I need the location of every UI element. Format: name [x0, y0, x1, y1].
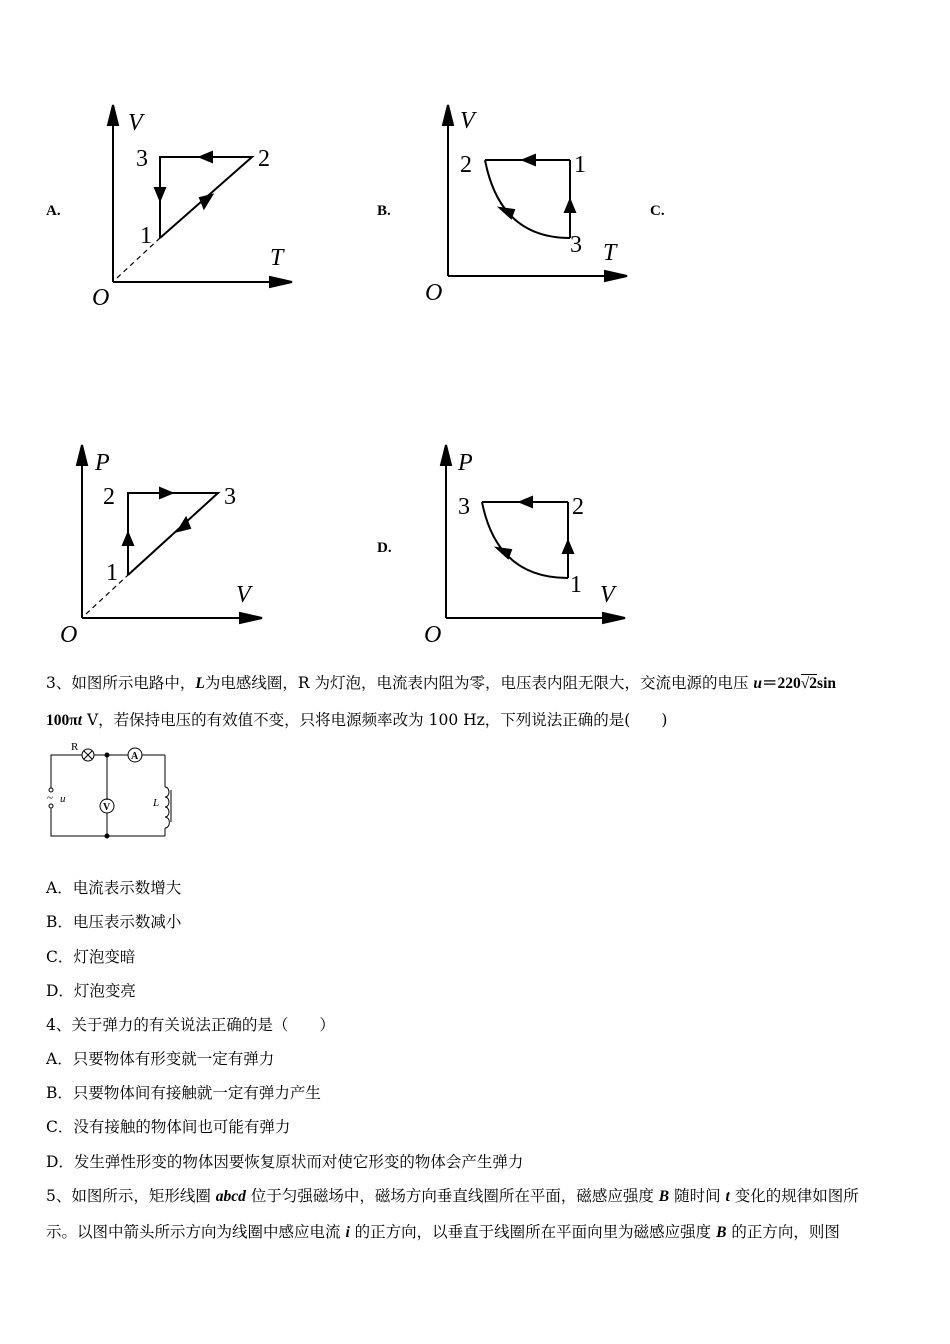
q4-option-a[interactable]: A．只要物体有形变就一定有弹力 — [46, 1050, 275, 1068]
resistor-label: R — [71, 741, 79, 753]
ac-symbol: ~ — [47, 792, 53, 804]
origin-label: O — [60, 622, 78, 648]
q3-option-c[interactable]: C．灯泡变暗 — [46, 948, 136, 966]
q3-stem-line2: 100πt V，若保持电压的有效值不变，只将电源频率改为 100 Hz，下列说法正确的是( ) — [46, 711, 668, 729]
q3-option-b[interactable]: B．电压表示数减小 — [46, 913, 182, 931]
origin-label: O — [425, 280, 443, 306]
origin-label: O — [92, 285, 110, 311]
point-label: 2 — [258, 146, 270, 172]
ammeter-label: A — [131, 751, 139, 762]
x-axis-label: T — [603, 240, 617, 266]
option-d-label: D. — [377, 540, 392, 556]
q4-stem: 4、关于弹力的有关说法正确的是（ ） — [46, 1016, 335, 1034]
q3-stem-line1: 3、如图所示电路中，L为电感线圈，R 为灯泡，电流表内阻为零，电压表内阻无限大，交流电源的电压 u＝220√2sin — [46, 674, 836, 692]
circuit-diagram — [47, 741, 171, 838]
y-axis-label: V — [128, 110, 143, 136]
point-label: 1 — [140, 223, 152, 249]
graph-b-vt — [425, 105, 627, 306]
q4-option-b[interactable]: B．只要物体间有接触就一定有弹力产生 — [46, 1084, 321, 1102]
point-label: 3 — [458, 494, 470, 520]
q5-stem-line1: 5、如图所示，矩形线圈 abcd 位于匀强磁场中，磁场方向垂直线圈所在平面，磁感应强度 B 随时间 t 变化的规律如图所 — [46, 1187, 859, 1205]
option-c-label: C. — [650, 203, 665, 219]
graph-c-pv — [60, 445, 262, 648]
voltmeter-label: V — [103, 802, 111, 813]
graph-a-vt — [92, 105, 292, 311]
y-axis-label: P — [95, 450, 110, 476]
q3-option-a[interactable]: A．电流表示数增大 — [46, 879, 182, 897]
x-axis-label: V — [236, 582, 251, 608]
graph-d-pv — [424, 445, 625, 648]
inductor-label: L — [153, 797, 160, 809]
point-label: 1 — [106, 560, 118, 586]
point-label: 3 — [224, 484, 236, 510]
point-label: 2 — [103, 484, 115, 510]
point-label: 3 — [136, 146, 148, 172]
option-a-label: A. — [46, 203, 61, 219]
source-label: u — [60, 793, 66, 805]
point-label: 1 — [570, 572, 582, 598]
option-b-label: B. — [377, 203, 391, 219]
origin-label: O — [424, 622, 442, 648]
q4-option-d[interactable]: D．发生弹性形变的物体因要恢复原状而对使它形变的物体会产生弹力 — [46, 1153, 524, 1171]
point-label: 2 — [572, 494, 584, 520]
y-axis-label: V — [460, 108, 475, 134]
q4-option-c[interactable]: C．没有接触的物体间也可能有弹力 — [46, 1118, 291, 1136]
q3-option-d[interactable]: D．灯泡变亮 — [46, 982, 136, 1000]
point-label: 2 — [460, 152, 472, 178]
x-axis-label: T — [270, 245, 284, 271]
point-label: 1 — [574, 152, 586, 178]
x-axis-label: V — [600, 582, 615, 608]
point-label: 3 — [570, 232, 582, 258]
q5-stem-line2: 示。以图中箭头所示方向为线圈中感应电流 i 的正方向，以垂直于线圈所在平面向里为磁感应强度 B 的正方向，则图 — [46, 1223, 840, 1241]
y-axis-label: P — [458, 450, 473, 476]
